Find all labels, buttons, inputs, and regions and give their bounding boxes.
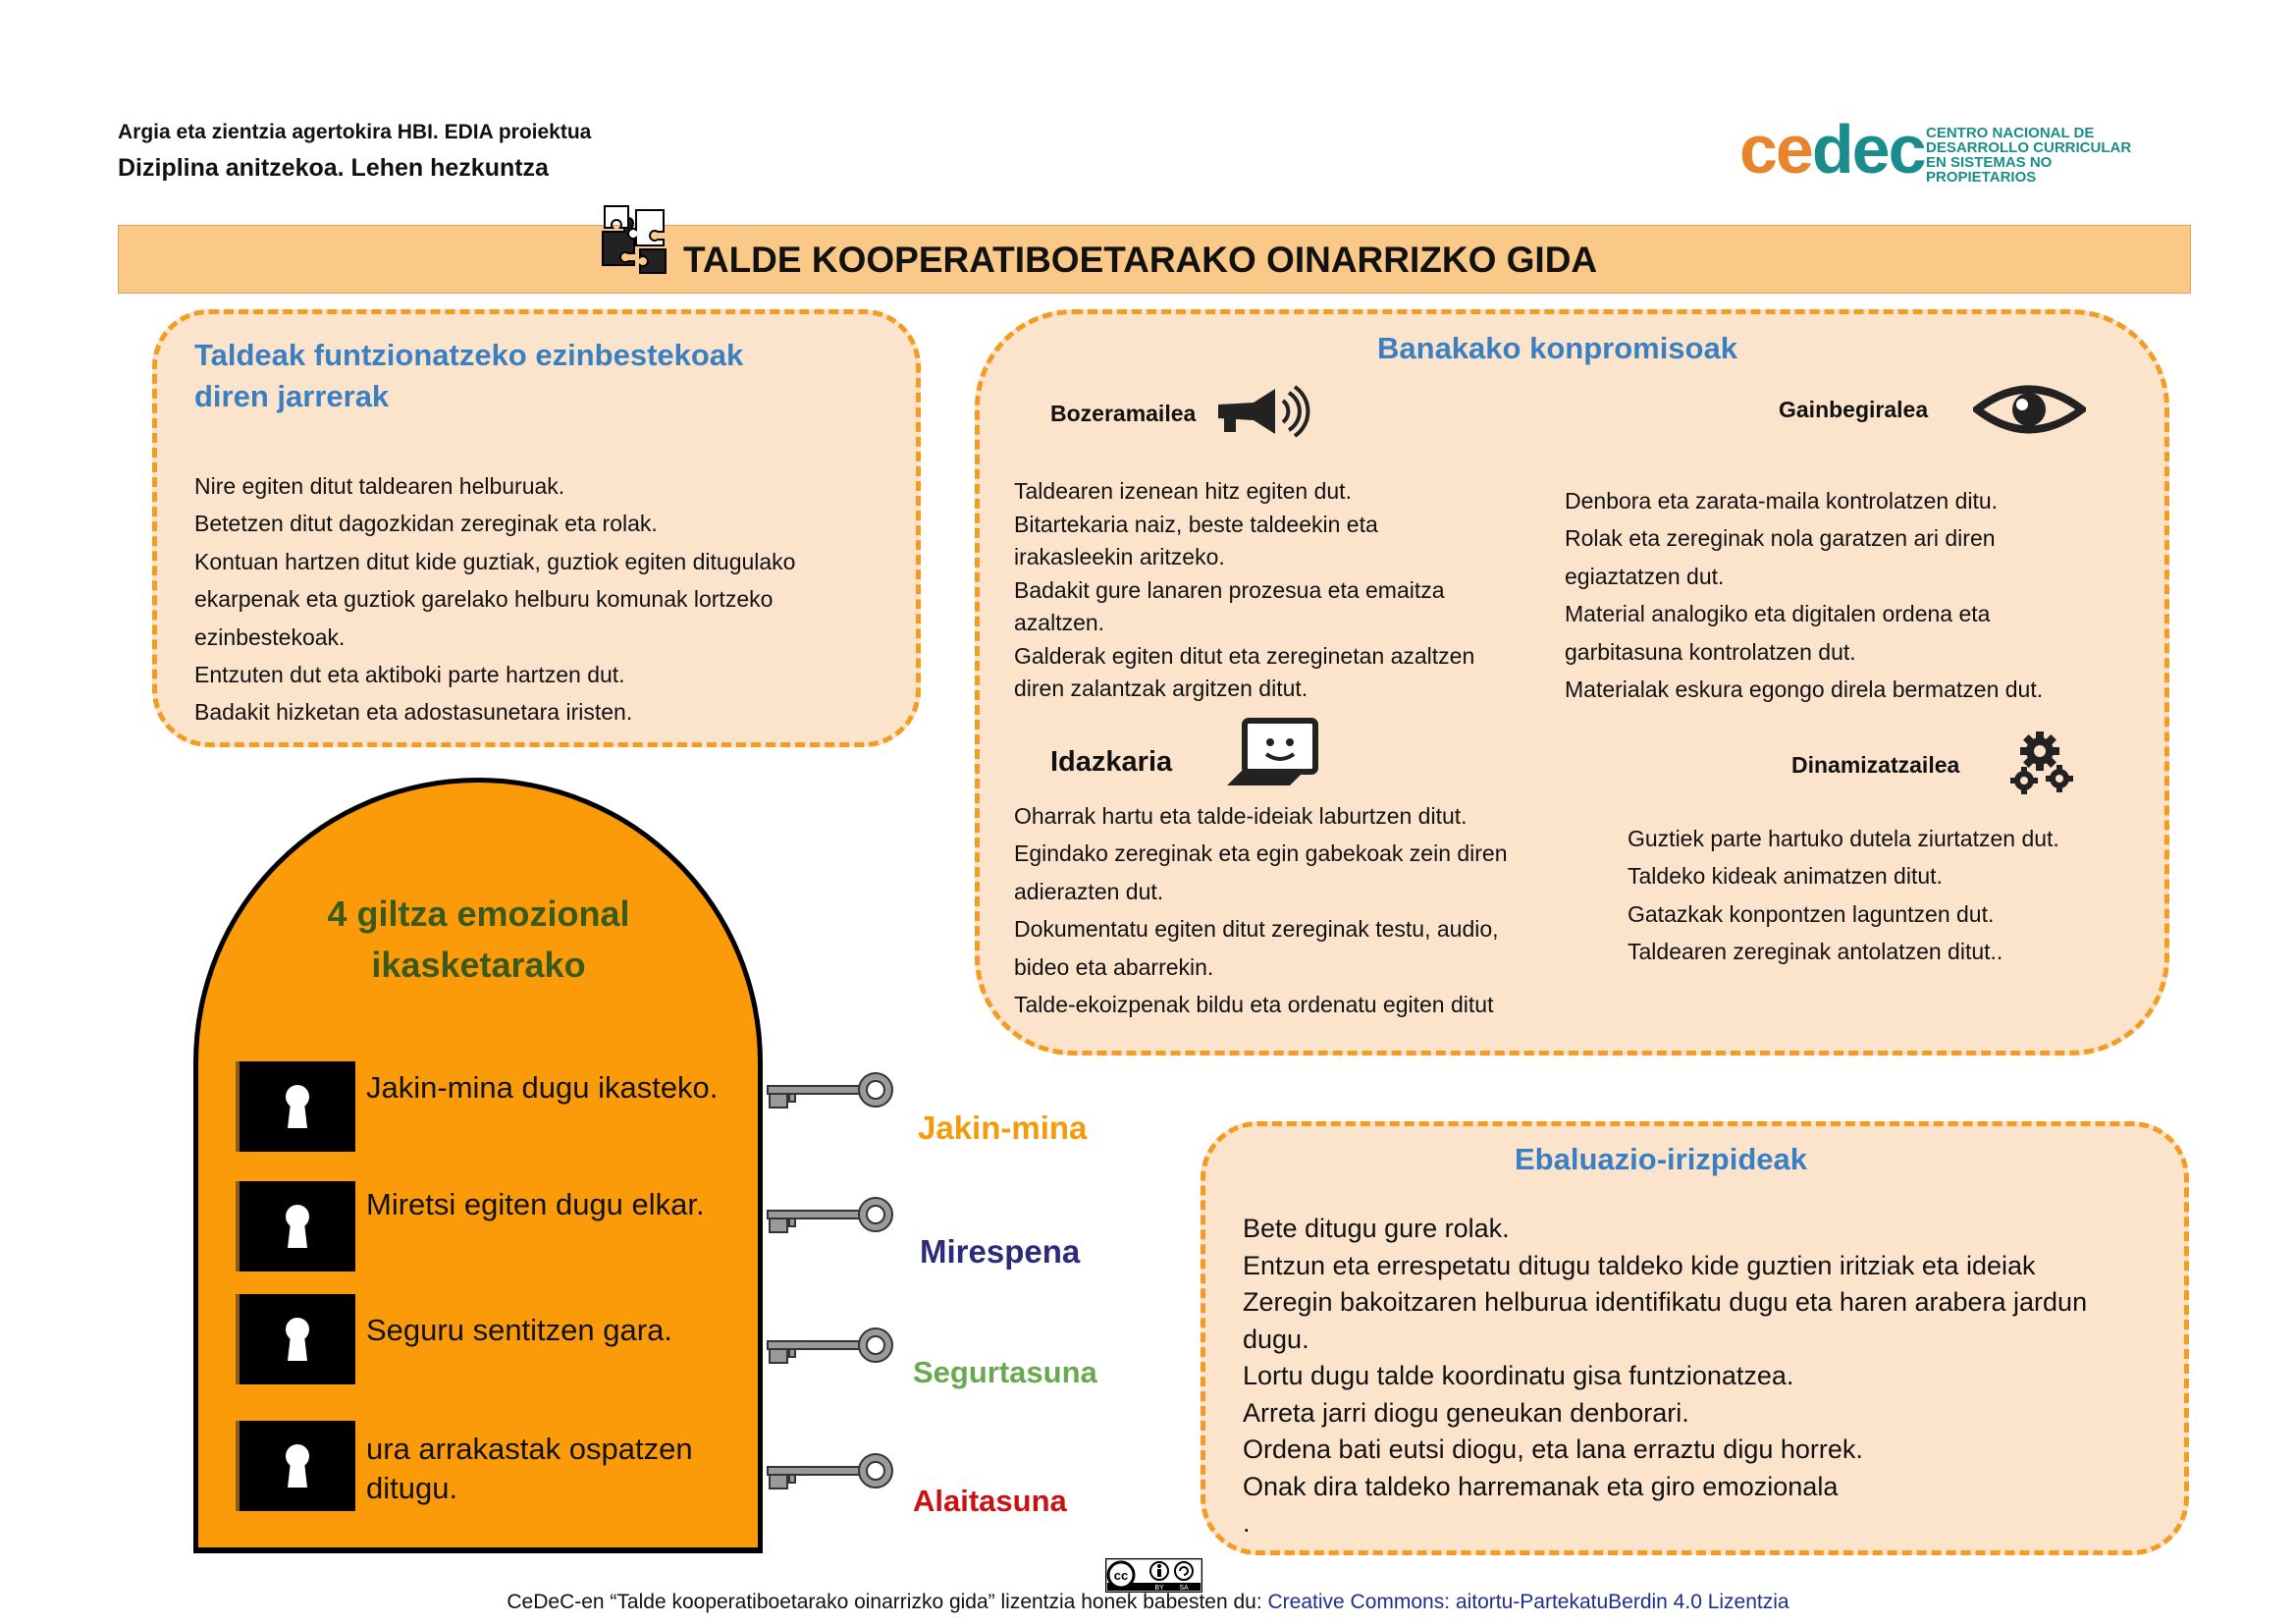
evaluation-line: Entzun eta errespetatu ditugu taldeko kide guztien iritziak eta ideiak — [1243, 1250, 2036, 1280]
supervisor-list — [1565, 482, 2043, 708]
key-phrase-line2: ditugu. — [366, 1471, 458, 1505]
attitude-line: Badakit hizketan eta adostasunetara iristen. — [194, 699, 633, 726]
attitude-line: Betetzen ditut dagozkidan zereginak eta rolak. — [194, 511, 658, 537]
evaluation-line: Arreta jarri diogu geneukan denborari. — [1243, 1397, 1689, 1428]
license-footer — [0, 1591, 2296, 1614]
commitment-line: Taldearen zereginak antolatzen ditut.. — [1628, 939, 2003, 965]
evaluation-line: . — [1243, 1508, 1251, 1538]
gears-icon — [2010, 731, 2077, 798]
evaluation-list — [1243, 1211, 2087, 1543]
key-phrase-line1: ura arrakastak ospatzen — [366, 1432, 693, 1466]
commitment-line: Oharrak hartu eta talde-ideiak laburtzen ditut. — [1014, 803, 1468, 829]
attitude-line: Kontuan hartzen ditut kide guztiak, guztiok egiten ditugulako — [194, 548, 796, 574]
attitudes-title-line1: Taldeak funtzionatzeko ezinbestekoak — [194, 338, 744, 372]
keys-title-line1: 4 giltza emozional — [327, 893, 630, 934]
key-name: Mirespena — [920, 1233, 1081, 1270]
keys-title-line2: ikasketarako — [371, 945, 586, 985]
commitment-line: adierazten dut. — [1014, 878, 1164, 904]
commitment-line: Bitartekaria naiz, beste taldeekin eta — [1014, 511, 1378, 537]
evaluation-line: Zeregin bakoitzaren helburua identifikatu dugu eta haren arabera jardun — [1243, 1287, 2088, 1317]
evaluation-line: Ordena bati eutsi diogu, eta lana erraztu digu horrek. — [1243, 1435, 1863, 1464]
license-link[interactable]: Creative Commons: aitortu-PartekatuBerdin 4.0 Lizentzia — [1267, 1591, 1789, 1613]
project-subtitle: Diziplina anitzekoa. Lehen hezkuntza — [118, 154, 549, 182]
key-name: Segurtasuna — [913, 1355, 1097, 1389]
logo-word-b: dec — [1811, 111, 1925, 188]
logo-word-a: ce — [1739, 111, 1812, 188]
laptop-icon — [1225, 717, 1319, 789]
key-name: Jakin-mina — [918, 1110, 1088, 1146]
commitment-line: Gatazkak konpontzen laguntzen dut. — [1628, 900, 1995, 927]
commitments-title: Banakako konpromisoak — [1377, 331, 1737, 365]
commitment-line: Taldeko kideak animatzen ditut. — [1628, 863, 1943, 890]
commitment-line: Taldearen izenean hitz egiten dut. — [1014, 478, 1352, 504]
secretary-list — [1014, 797, 1508, 1023]
keyhole-icon — [236, 1061, 355, 1152]
evaluation-line: dugu. — [1243, 1324, 1309, 1354]
cc-sa-label: SA — [1179, 1585, 1189, 1592]
role-secretary: Idazkaria — [1050, 746, 1173, 778]
key-phrase: Seguru sentitzen gara. — [366, 1313, 672, 1347]
spokesperson-list — [1014, 475, 1474, 706]
attitude-line: ezinbestekoak. — [194, 623, 346, 650]
role-spokesperson: Bozeramailea — [1050, 401, 1197, 426]
key-icon — [764, 1066, 896, 1115]
evaluation-title: Ebaluazio-irizpideak — [1515, 1142, 1808, 1176]
commitment-line: Material analogiko eta digitalen ordena eta — [1565, 601, 1991, 627]
commitment-line: Rolak eta zereginak nola garatzen ari diren — [1565, 525, 1996, 552]
key-phrase: Miretsi egiten dugu elkar. — [366, 1187, 705, 1221]
commitment-line: Badakit gure lanaren prozesua eta emaitza — [1014, 576, 1445, 603]
commitment-line: Talde-ekoizpenak bildu eta ordenatu egiten ditut — [1014, 992, 1494, 1018]
key-phrase: Jakin-mina dugu ikasteko. — [366, 1070, 719, 1105]
evaluation-line: Bete ditugu gure rolak. — [1243, 1214, 1510, 1243]
commitment-line: Egindako zereginak eta egin gabekoak zein diren — [1014, 840, 1508, 867]
svg-text:cc: cc — [1113, 1568, 1129, 1583]
key-icon — [764, 1322, 896, 1371]
commitment-line: Galderak egiten ditut eta zereginetan azaltzen — [1014, 642, 1475, 669]
project-title: Argia eta zientzia agertokira HBI. EDIA proiektua — [118, 121, 592, 143]
key-icon — [764, 1447, 896, 1496]
key-phrase — [366, 1430, 693, 1508]
commitment-line: diren zalantzak argitzen ditut. — [1014, 676, 1308, 701]
key-icon — [764, 1191, 896, 1240]
commitment-line: egiaztatzen dut. — [1565, 563, 1725, 589]
evaluation-line: Lortu dugu talde koordinatu gisa funtzionatzea. — [1243, 1361, 1794, 1390]
attitude-line: Entzuten dut eta aktiboki parte hartzen dut. — [194, 662, 625, 688]
eye-icon — [1973, 381, 2086, 438]
attitudes-list — [194, 467, 795, 731]
commitment-line: azaltzen. — [1014, 610, 1105, 635]
keyhole-icon — [236, 1421, 355, 1511]
cc-by-label: BY — [1154, 1585, 1164, 1592]
commitment-line: Materialak eskura egongo direla bermatzen dut. — [1565, 677, 2044, 703]
evaluation-line: Onak dira taldeko harremanak eta giro emozionala — [1243, 1471, 1839, 1501]
logo-sub-3: EN SISTEMAS NO PROPIETARIOS — [1926, 154, 2053, 186]
commitment-line: bideo eta abarrekin. — [1014, 953, 1214, 980]
role-supervisor: Gainbegiralea — [1779, 397, 1929, 422]
role-facilitator: Dinamizatzailea — [1791, 752, 1960, 778]
commitment-line: irakasleekin aritzeko. — [1014, 544, 1225, 569]
cc-by-sa-icon — [1105, 1558, 1202, 1593]
commitment-line: garbitasuna kontrolatzen dut. — [1565, 638, 1856, 665]
title-banner — [118, 225, 2191, 294]
cedec-logo — [1739, 111, 2132, 188]
attitude-line: Nire egiten ditut taldearen helburuak. — [194, 473, 565, 499]
keys-title — [255, 889, 702, 991]
commitment-line: Guztiek parte hartuko dutela ziurtatzen dut. — [1628, 826, 2059, 851]
puzzle-icon — [595, 202, 673, 281]
megaphone-icon — [1214, 383, 1312, 440]
page-title: TALDE KOOPERATIBOETARAKO OINARRIZKO GIDA — [683, 240, 1598, 280]
attitude-line: ekarpenak eta guztiok garelako helburu komunak lortzeko — [194, 586, 774, 613]
commitment-line: Denbora eta zarata-maila kontrolatzen ditu. — [1565, 488, 1999, 514]
facilitator-list — [1628, 820, 2059, 971]
key-name: Alaitasuna — [913, 1484, 1067, 1518]
license-text: CeDeC-en “Talde kooperatiboetarako oinarrizko gida” lizentzia honek babesten du: — [507, 1591, 1268, 1613]
keyhole-icon — [236, 1294, 355, 1384]
commitment-line: Dokumentatu egiten ditut zereginak testu, audio, — [1014, 916, 1499, 943]
logo-sub-2: DESARROLLO CURRICULAR — [1926, 139, 2132, 156]
logo-sub-1: CENTRO NACIONAL DE — [1926, 125, 2095, 141]
keyhole-icon — [236, 1181, 355, 1272]
attitudes-title — [194, 335, 743, 417]
attitudes-title-line2: diren jarrerak — [194, 379, 390, 413]
